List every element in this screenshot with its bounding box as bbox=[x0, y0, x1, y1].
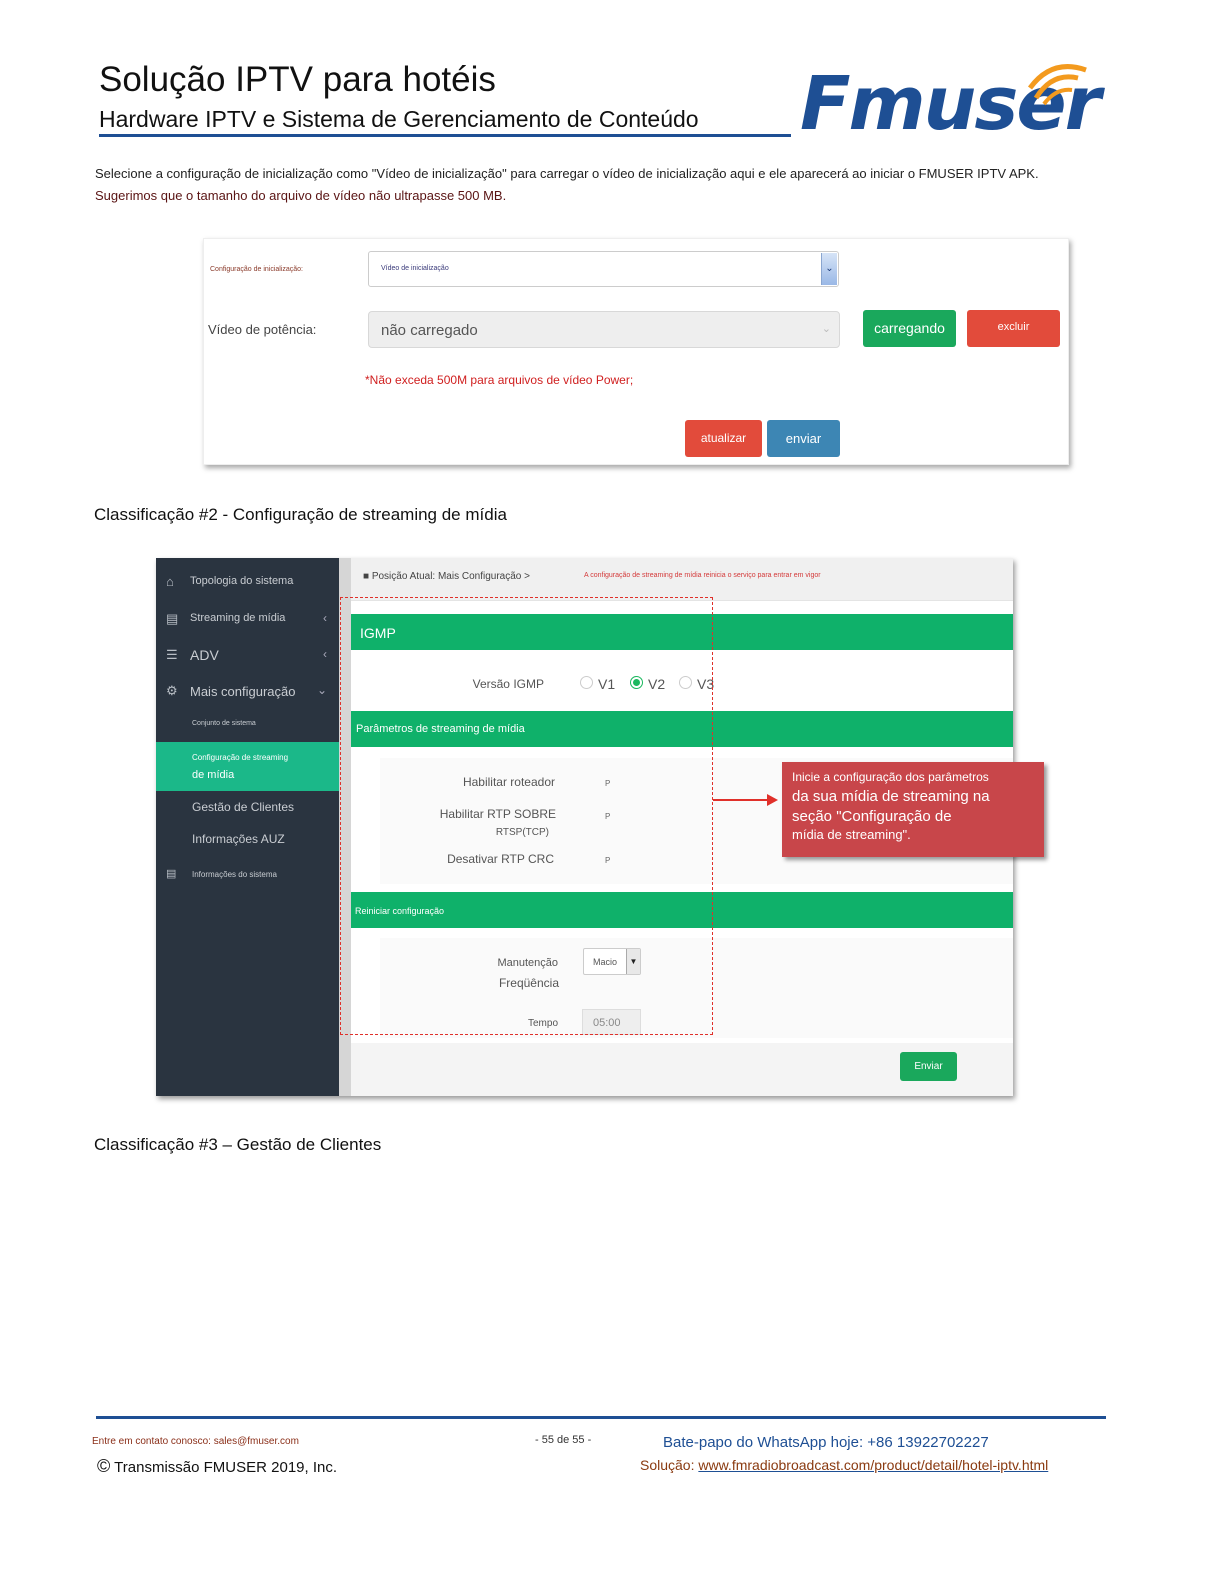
sidebar-item-label-2: de mídia bbox=[192, 769, 235, 781]
callout-line-1: Inicie a configuração dos parâmetros bbox=[792, 770, 989, 784]
sidebar-item-label: Configuração de streaming bbox=[192, 753, 289, 762]
callout-line-3: seção "Configuração de bbox=[792, 808, 952, 825]
document-subtitle: Hardware IPTV e Sistema de Gerenciamento de Conteúdo bbox=[99, 106, 699, 132]
breadcrumb: ■ Posição Atual: Mais Configuração > bbox=[363, 571, 530, 582]
rtp-over-rtsp-label-2: RTSP(TCP) bbox=[495, 827, 549, 838]
solution-link[interactable]: www.fmradiobroadcast.com/product/detail/hotel-iptv.html bbox=[698, 1457, 1049, 1473]
power-video-field[interactable] bbox=[368, 311, 840, 348]
chevron-left-icon: ‹ bbox=[323, 611, 327, 625]
boot-config-value: Vídeo de inicialização bbox=[381, 265, 449, 272]
power-video-value: não carregado bbox=[381, 322, 478, 339]
section-2-heading: Classificação #2 - Configuração de streaming de mídia bbox=[94, 505, 507, 524]
rtp-over-rtsp-label: Habilitar RTP SOBRE bbox=[439, 807, 556, 821]
delete-button[interactable]: excluir bbox=[967, 310, 1060, 347]
callout-line-4: mídia de streaming". bbox=[792, 827, 911, 842]
logo-wordmark: Fmuser bbox=[800, 61, 1100, 147]
server-icon: ▤ bbox=[166, 868, 177, 880]
enable-router-value[interactable]: P bbox=[605, 779, 611, 788]
sidebar-item-adv[interactable] bbox=[156, 647, 339, 667]
header-rule bbox=[99, 134, 791, 137]
igmp-v3-label: V3 bbox=[697, 676, 715, 692]
size-warning: *Não exceda 500M para arquivos de vídeo Power; bbox=[365, 373, 634, 387]
sidebar-item-label: Informações AUZ bbox=[192, 832, 285, 846]
sidebar bbox=[156, 558, 339, 1096]
disable-rtp-crc-label: Desativar RTP CRC bbox=[447, 852, 554, 866]
callout-box bbox=[782, 762, 1044, 857]
time-label: Tempo bbox=[527, 1018, 558, 1029]
disable-rtp-crc-value[interactable]: P bbox=[605, 856, 611, 865]
load-button[interactable]: carregando bbox=[863, 310, 956, 347]
breadcrumb-text: Posição Atual: Mais Configuração > bbox=[371, 571, 530, 582]
sidebar-subitem-client-management[interactable] bbox=[156, 800, 339, 818]
streaming-params-header-label: Parâmetros de streaming de mídia bbox=[356, 723, 525, 735]
sidebar-item-label: Mais configuração bbox=[190, 684, 296, 699]
rtp-over-rtsp-value[interactable]: P bbox=[605, 812, 611, 821]
intro-line-1: Selecione a configuração de inicialização como "Vídeo de inicialização" para carregar o vídeo de inicialização aqui e ele aparecerá ao iniciar o FMUSER IPTV APK. bbox=[95, 166, 1039, 181]
sidebar-item-label: Conjunto de sistema bbox=[192, 720, 256, 727]
caret-down-icon: ▼ bbox=[626, 949, 640, 974]
film-icon: ▤ bbox=[166, 611, 179, 626]
sidebar-item-more-config[interactable] bbox=[156, 683, 339, 703]
maintenance-label-2: Freqüência bbox=[498, 976, 559, 990]
chevron-down-icon: ⌄ bbox=[821, 253, 837, 285]
sidebar-item-label: Gestão de Clientes bbox=[192, 800, 295, 814]
igmp-version-label: Versão IGMP bbox=[472, 677, 544, 691]
restart-note: A configuração de streaming de mídia reinicia o serviço para entrar em vigor bbox=[584, 572, 821, 579]
callout-line-2: da sua mídia de streaming na bbox=[792, 788, 990, 805]
boot-config-label: Configuração de inicialização: bbox=[210, 266, 303, 273]
solution-label: Solução: bbox=[640, 1457, 695, 1473]
time-value: 05:00 bbox=[593, 1017, 621, 1029]
footer-contact: Entre em contato conosco: sales@fmuser.com bbox=[92, 1436, 299, 1447]
igmp-header-label: IGMP bbox=[360, 625, 396, 641]
sidebar-item-label: Informações do sistema bbox=[192, 870, 277, 879]
igmp-v2-label: V2 bbox=[648, 676, 666, 692]
intro-line-2: Sugerimos que o tamanho do arquivo de vídeo não ultrapasse 500 MB. bbox=[95, 188, 507, 203]
chevron-down-icon: ⌄ bbox=[316, 683, 327, 697]
sidebar-subitem-system-set[interactable] bbox=[156, 718, 339, 732]
chevron-down-icon: ⌄ bbox=[821, 323, 831, 335]
list-icon: ☰ bbox=[166, 647, 178, 662]
sidebar-item-label: ADV bbox=[190, 647, 219, 663]
callout-arrow bbox=[713, 799, 769, 801]
restart-config-header-label: Reiniciar configuração bbox=[355, 906, 445, 916]
intro-text bbox=[95, 163, 1135, 207]
footer-solution bbox=[640, 1457, 1048, 1473]
boot-config-select[interactable] bbox=[368, 251, 839, 287]
send-button[interactable]: enviar bbox=[767, 420, 840, 457]
enable-router-label: Habilitar roteador bbox=[462, 775, 555, 789]
boot-video-panel bbox=[203, 238, 1069, 465]
home-icon: ⌂ bbox=[166, 574, 174, 589]
power-video-label: Vídeo de potência: bbox=[208, 322, 317, 337]
footer-rule bbox=[96, 1416, 1106, 1419]
sidebar-item-label: Streaming de mídia bbox=[190, 612, 286, 624]
logo-wave-icon bbox=[1022, 58, 1092, 108]
sidebar-subitem-auz-info[interactable] bbox=[156, 832, 339, 850]
footer-copyright bbox=[97, 1456, 337, 1477]
page-number: - 55 de 55 - bbox=[535, 1434, 592, 1446]
copyright-symbol: © bbox=[97, 1456, 111, 1476]
footer-whatsapp: Bate-papo do WhatsApp hoje: +86 13922702227 bbox=[663, 1434, 989, 1451]
callout-arrow-head bbox=[767, 794, 778, 806]
submit-button[interactable]: Enviar bbox=[900, 1052, 957, 1081]
sidebar-item-label: Topologia do sistema bbox=[190, 575, 294, 587]
document-title: Solução IPTV para hotéis bbox=[99, 60, 496, 99]
update-button[interactable]: atualizar bbox=[685, 420, 762, 457]
chevron-left-icon: ‹ bbox=[323, 647, 327, 661]
sidebar-subitem-streaming-config[interactable] bbox=[156, 742, 339, 791]
section-3-heading: Classificação #3 – Gestão de Clientes bbox=[94, 1135, 382, 1154]
copyright-text: Transmissão FMUSER 2019, Inc. bbox=[114, 1459, 338, 1476]
igmp-v1-label: V1 bbox=[598, 676, 616, 692]
sidebar-item-system-info[interactable] bbox=[156, 867, 339, 883]
highlight-box bbox=[340, 597, 713, 1035]
maintenance-frequency-value: Macio bbox=[593, 957, 618, 967]
gears-icon: ⚙ bbox=[166, 683, 178, 698]
maintenance-label: Manutenção bbox=[497, 957, 558, 969]
breadcrumb-bar bbox=[351, 558, 1013, 601]
fmuser-logo bbox=[800, 58, 1105, 150]
sidebar-item-topology[interactable] bbox=[156, 574, 339, 594]
sidebar-item-media-streaming[interactable] bbox=[156, 611, 339, 631]
